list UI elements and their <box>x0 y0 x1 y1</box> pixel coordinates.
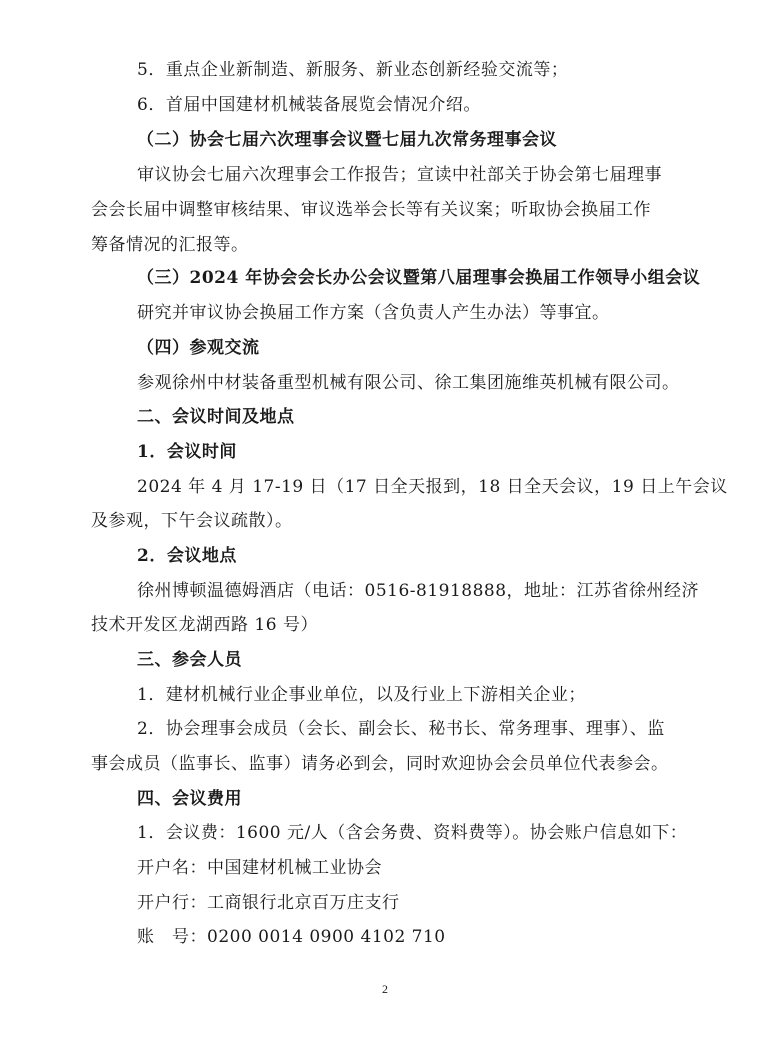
chapter-heading-4: 四、会议费用 <box>137 789 242 809</box>
list-item-6: 6．首届中国建材机械装备展览会情况介绍。 <box>137 95 481 115</box>
paragraph-line: 事会成员（监事长、监事）请务必到会，同时欢迎协会会员单位代表参会。 <box>91 754 669 774</box>
list-item-fee: 1．会议费：1600 元/人（含会务费、资料费等）。协会账户信息如下： <box>137 823 688 843</box>
account-bank: 开户行：工商银行北京百万庄支行 <box>137 893 400 913</box>
section-heading-2: （二）协会七届六次理事会议暨七届九次常务理事会议 <box>137 130 557 150</box>
chapter-heading-3: 三、参会人员 <box>137 650 242 670</box>
paragraph-line: 审议协会七届六次理事会工作报告；宣读中社部关于协会第七届理事 <box>137 165 662 185</box>
section-heading-4: （四）参观交流 <box>137 338 260 358</box>
account-name: 开户名：中国建材机械工业协会 <box>137 858 382 878</box>
list-item-1: 1．建材机械行业企事业单位，以及行业上下游相关企业； <box>137 685 586 705</box>
paragraph-line: 及参观，下午会议疏散）。 <box>91 511 293 531</box>
paragraph-line: 参观徐州中材装备重型机械有限公司、徐工集团施维英机械有限公司。 <box>137 373 680 393</box>
list-item-5: 5．重点企业新制造、新服务、新业态创新经验交流等； <box>137 60 569 80</box>
list-item-2: 2．协会理事会成员（会长、副会长、秘书长、常务理事、理事）、监 <box>137 719 665 739</box>
subheading-location: 2．会议地点 <box>137 546 237 566</box>
subheading-time: 1．会议时间 <box>137 442 237 462</box>
chapter-heading-2: 二、会议时间及地点 <box>137 407 295 427</box>
paragraph-line: 研究并审议协会换届工作方案（含负责人产生办法）等事宜。 <box>137 303 610 323</box>
section-heading-3: （三）2024 年协会会长办公会议暨第八届理事会换届工作领导小组会议 <box>137 268 701 288</box>
paragraph-line: 筹备情况的汇报等。 <box>91 235 249 255</box>
paragraph-line: 技术开发区龙湖西路 16 号） <box>91 615 318 635</box>
paragraph-line: 会会长届中调整审核结果、审议选举会长等有关议案；听取协会换届工作 <box>91 200 651 220</box>
paragraph-line: 2024 年 4 月 17-19 日（17 日全天报到，18 日全天会议，19 日上午会议 <box>137 477 728 497</box>
paragraph-line: 徐州博顿温德姆酒店（电话：0516-81918888，地址：江苏省徐州经济 <box>137 581 700 601</box>
page-number: 2 <box>382 982 388 996</box>
account-number: 账 号：0200 0014 0900 4102 710 <box>137 927 446 947</box>
